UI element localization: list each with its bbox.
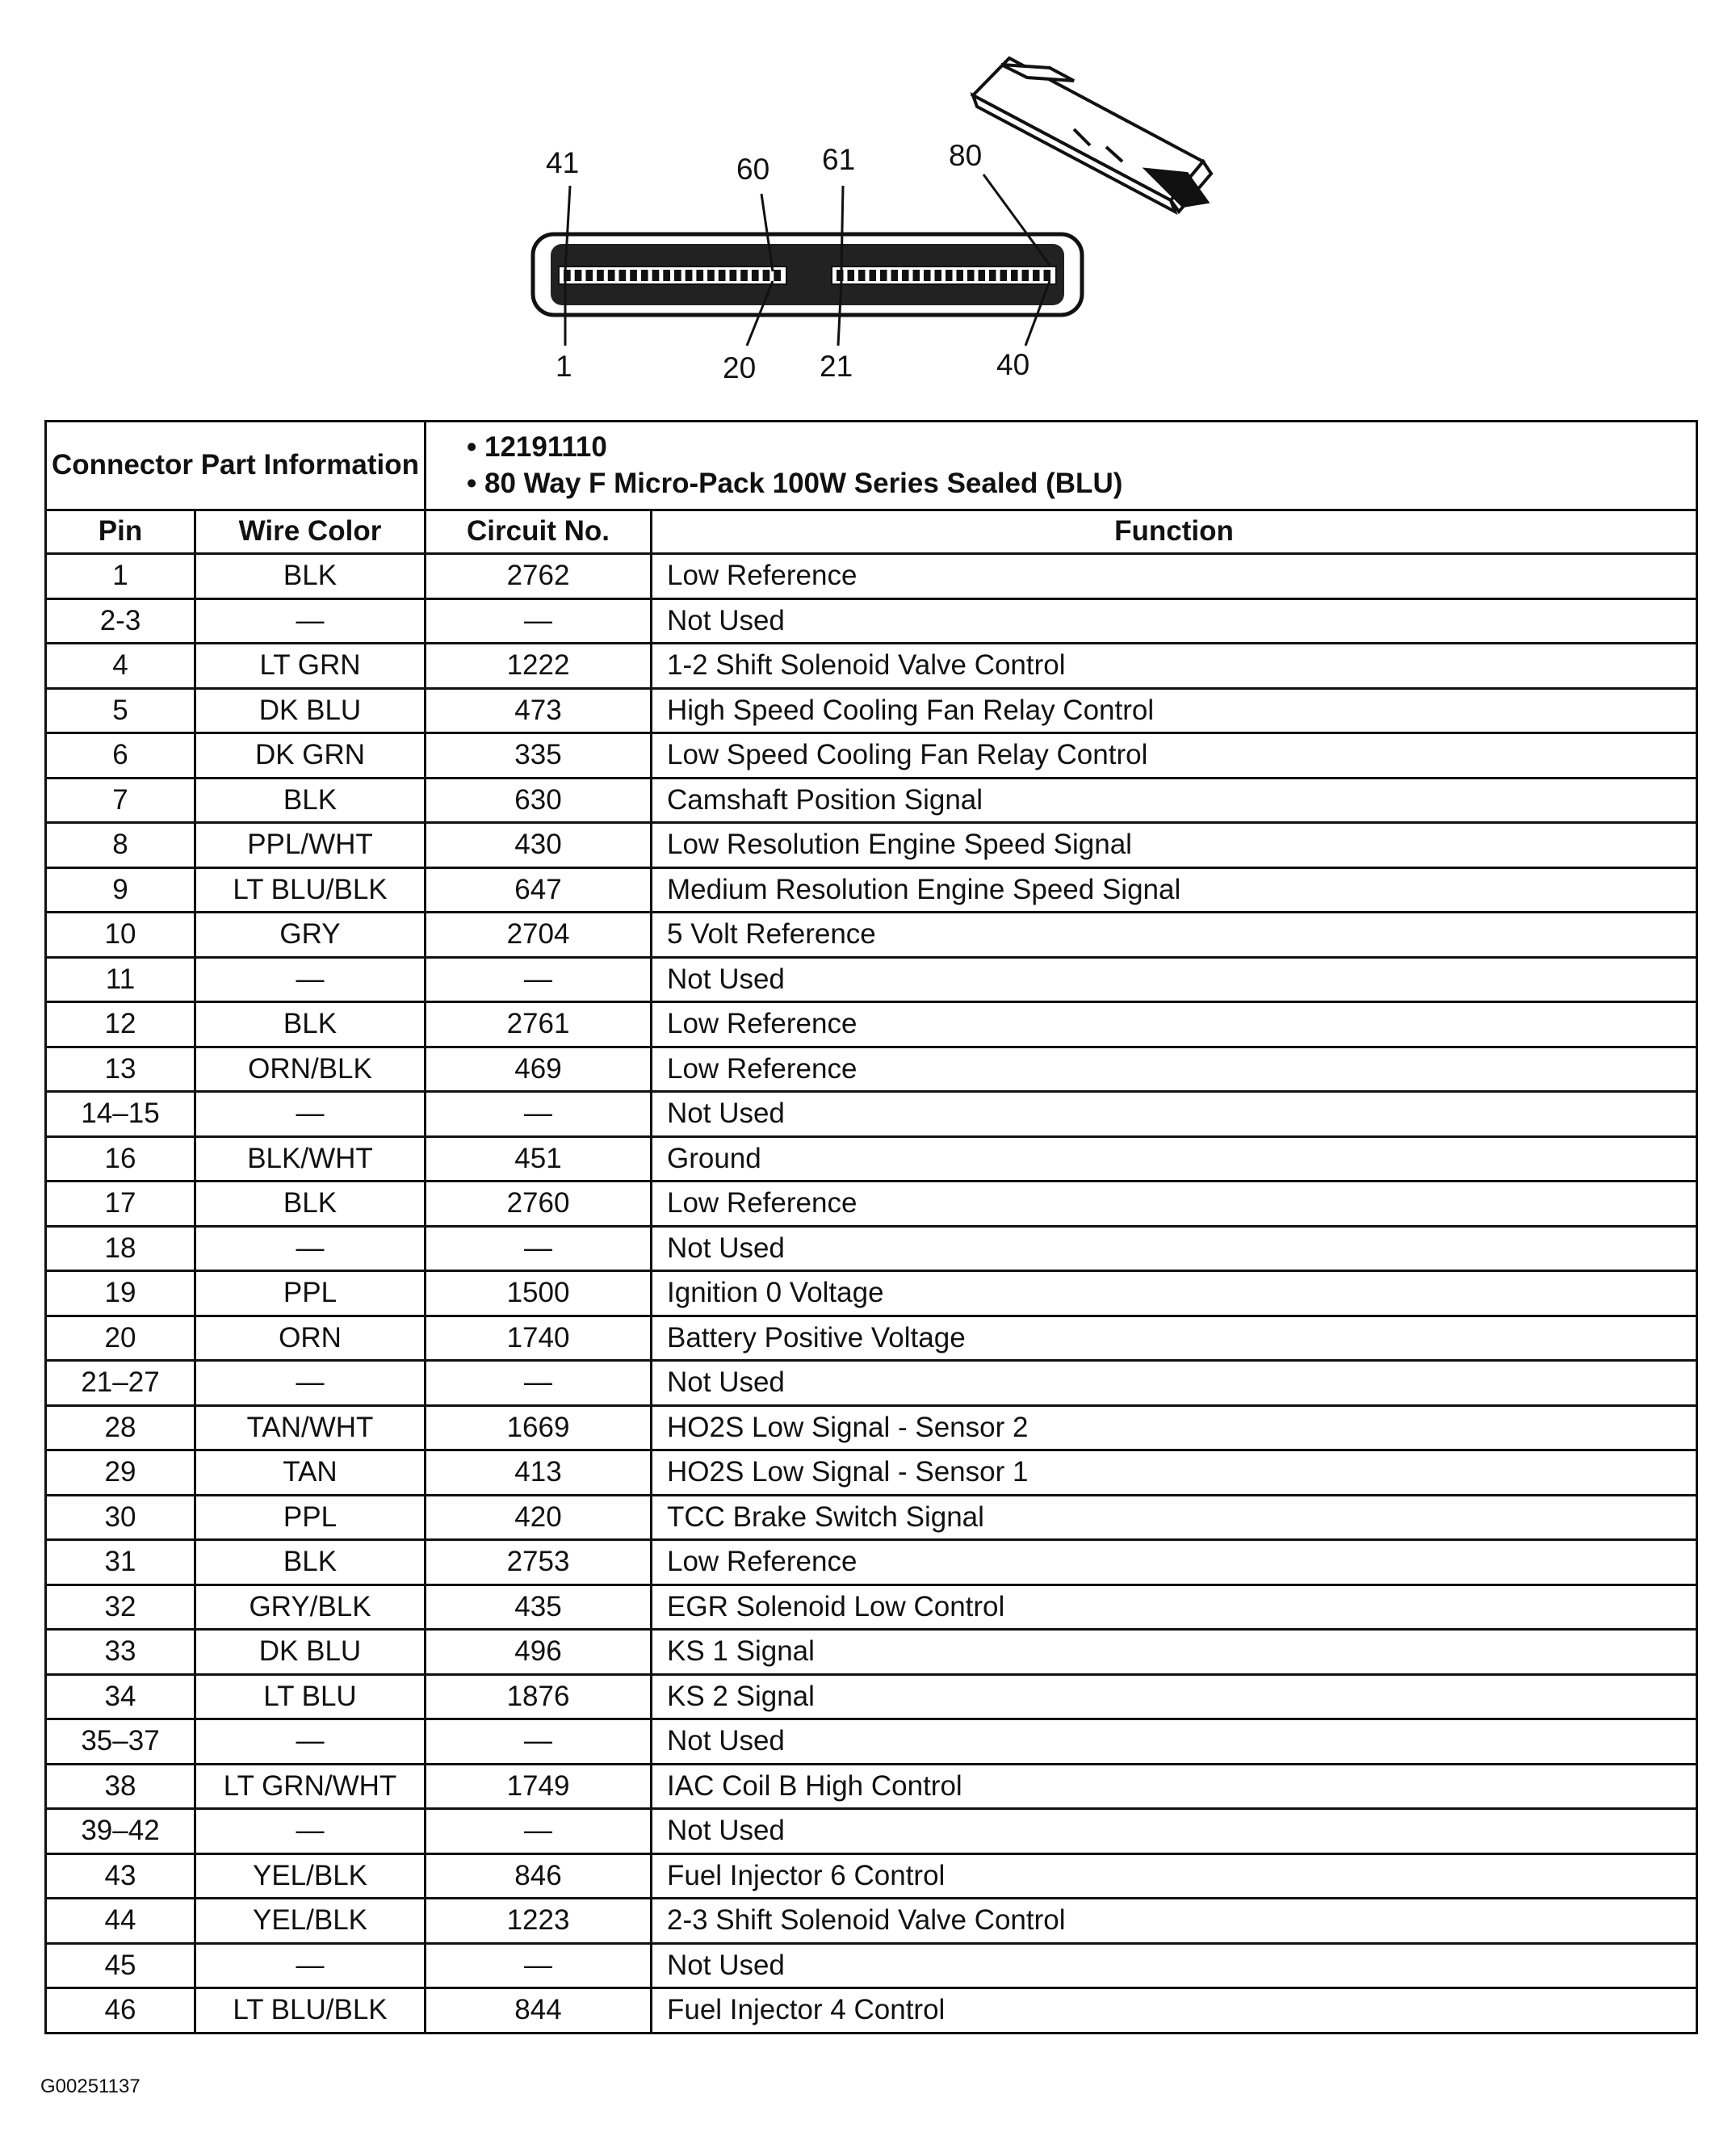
function-cell: High Speed Cooling Fan Relay Control (652, 688, 1697, 733)
pin-cell: 1 (46, 554, 195, 599)
circuit-cell: — (426, 957, 652, 1002)
wire-color-cell: GRY/BLK (195, 1584, 426, 1630)
wire-color-cell: — (195, 1809, 426, 1854)
pin-label-41: 41 (546, 146, 580, 179)
connector-pin-slot (891, 270, 899, 281)
wire-color-cell: BLK (195, 1540, 426, 1585)
connector-pin-slot (652, 270, 660, 281)
circuit-cell: 846 (426, 1853, 652, 1899)
pin-label-61: 61 (822, 143, 856, 176)
function-cell: Low Resolution Engine Speed Signal (652, 823, 1697, 868)
table-row (46, 957, 1697, 1002)
wire-color-cell: BLK (195, 1182, 426, 1227)
function-cell: 1-2 Shift Solenoid Valve Control (652, 644, 1697, 689)
connector-part-label: Connector Part Information (46, 422, 426, 510)
connector-pin-slot (686, 270, 693, 281)
pin-cell: 11 (46, 957, 195, 1002)
pin-cell: 21–27 (46, 1361, 195, 1406)
pin-cell: 2-3 (46, 598, 195, 644)
function-cell: Not Used (652, 598, 1697, 644)
connector-info-row (46, 422, 1697, 510)
connector-diagram (0, 0, 1736, 404)
circuit-cell: — (426, 598, 652, 644)
wire-color-cell: — (195, 1719, 426, 1765)
connector-pin-slot (564, 270, 571, 281)
pin-label-60: 60 (736, 153, 770, 186)
connector-pin-slot (763, 270, 770, 281)
table-row (46, 778, 1697, 823)
pin-cell: 44 (46, 1899, 195, 1944)
circuit-cell: 1223 (426, 1899, 652, 1944)
circuit-cell: 451 (426, 1136, 652, 1182)
function-cell: 5 Volt Reference (652, 913, 1697, 958)
function-cell: EGR Solenoid Low Control (652, 1584, 1697, 1630)
part-number: • 12191110 (467, 431, 607, 463)
pin-cell: 9 (46, 867, 195, 913)
function-cell: Not Used (652, 1719, 1697, 1765)
table-row (46, 1092, 1697, 1137)
wire-color-cell: BLK (195, 778, 426, 823)
connector-pin-slot (752, 270, 759, 281)
table-row (46, 1182, 1697, 1227)
connector-pin-slot (979, 270, 986, 281)
circuit-cell: 630 (426, 778, 652, 823)
connector-pin-slot (957, 270, 964, 281)
connector-pin-slot (1022, 270, 1029, 281)
wire-color-cell: DK GRN (195, 733, 426, 779)
pin-cell: 34 (46, 1674, 195, 1719)
connector-pin-slot (719, 270, 726, 281)
circuit-cell: 430 (426, 823, 652, 868)
function-cell: Low Reference (652, 1540, 1697, 1585)
function-cell: Ignition 0 Voltage (652, 1271, 1697, 1316)
wire-color-cell: — (195, 1226, 426, 1271)
circuit-cell: — (426, 1719, 652, 1765)
circuit-cell: 420 (426, 1495, 652, 1540)
circuit-cell: 496 (426, 1630, 652, 1675)
connector-pin-slot (924, 270, 931, 281)
table-row (46, 1361, 1697, 1406)
connector-pin-slot (585, 270, 593, 281)
connector-pin-slot (913, 270, 920, 281)
wire-color-cell: YEL/BLK (195, 1853, 426, 1899)
circuit-cell: — (426, 1361, 652, 1406)
pin-cell: 7 (46, 778, 195, 823)
pin-cell: 38 (46, 1764, 195, 1809)
pin-cell: 31 (46, 1540, 195, 1585)
wire-color-cell: — (195, 1943, 426, 1988)
circuit-cell: 1500 (426, 1271, 652, 1316)
function-cell: Not Used (652, 1361, 1697, 1406)
pin-cell: 32 (46, 1584, 195, 1630)
function-cell: TCC Brake Switch Signal (652, 1495, 1697, 1540)
wire-color-cell: BLK (195, 1002, 426, 1047)
table-row (46, 1719, 1697, 1765)
connector-pin-slot (967, 270, 975, 281)
function-cell: Not Used (652, 957, 1697, 1002)
pin-cell: 43 (46, 1853, 195, 1899)
circuit-cell: 473 (426, 688, 652, 733)
function-cell: Low Reference (652, 554, 1697, 599)
connector-perspective-view (973, 58, 1211, 212)
connector-pin-slot (619, 270, 627, 281)
connector-pin-slot (1011, 270, 1018, 281)
connector-pin-slot (608, 270, 615, 281)
wire-color-cell: LT BLU/BLK (195, 867, 426, 913)
table-row (46, 913, 1697, 958)
wire-color-cell: GRY (195, 913, 426, 958)
connector-pin-slot (674, 270, 681, 281)
pin-cell: 20 (46, 1316, 195, 1361)
table-row (46, 823, 1697, 868)
wire-color-cell: PPL (195, 1495, 426, 1540)
pin-cell: 46 (46, 1988, 195, 2034)
connector-pin-slot (1044, 270, 1051, 281)
circuit-cell: 647 (426, 867, 652, 913)
function-cell: Ground (652, 1136, 1697, 1182)
function-cell: Not Used (652, 1809, 1697, 1854)
table-row (46, 1540, 1697, 1585)
function-cell: Camshaft Position Signal (652, 778, 1697, 823)
connector-part-info (426, 422, 1697, 510)
table-row (46, 1271, 1697, 1316)
table-row (46, 1988, 1697, 2034)
table-row (46, 644, 1697, 689)
function-cell: Low Reference (652, 1047, 1697, 1092)
connector-pin-slot (641, 270, 648, 281)
pin-cell: 12 (46, 1002, 195, 1047)
connector-pin-slot (663, 270, 670, 281)
connector-pin-slot (837, 270, 844, 281)
connector-pin-slot (858, 270, 866, 281)
wire-color-cell: ORN/BLK (195, 1047, 426, 1092)
function-cell: Medium Resolution Engine Speed Signal (652, 867, 1697, 913)
circuit-cell: 2761 (426, 1002, 652, 1047)
circuit-cell: 2753 (426, 1540, 652, 1585)
header-function: Function (652, 510, 1697, 554)
wire-color-cell: LT GRN (195, 644, 426, 689)
connector-pin-slot (630, 270, 637, 281)
pin-cell: 6 (46, 733, 195, 779)
wire-color-cell: LT GRN/WHT (195, 1764, 426, 1809)
pin-cell: 10 (46, 913, 195, 958)
pinout-table (44, 420, 1698, 2034)
pin-cell: 33 (46, 1630, 195, 1675)
table-row (46, 1674, 1697, 1719)
connector-pin-slot (730, 270, 737, 281)
wire-color-cell: PPL/WHT (195, 823, 426, 868)
figure-code: G00251137 (40, 2076, 140, 2097)
circuit-cell: 2760 (426, 1182, 652, 1227)
circuit-cell: 469 (426, 1047, 652, 1092)
table-row (46, 1943, 1697, 1988)
connector-pin-slot (1033, 270, 1040, 281)
pin-label-21: 21 (820, 350, 853, 383)
circuit-cell: 844 (426, 1988, 652, 2034)
wire-color-cell: — (195, 598, 426, 644)
function-cell: KS 1 Signal (652, 1630, 1697, 1675)
circuit-cell: 2762 (426, 554, 652, 599)
connector-pin-slot (707, 270, 715, 281)
table-row (46, 1316, 1697, 1361)
wire-color-cell: — (195, 1092, 426, 1137)
table-row (46, 1809, 1697, 1854)
connector-pin-slot (870, 270, 877, 281)
function-cell: Fuel Injector 4 Control (652, 1988, 1697, 2034)
table-row (46, 1002, 1697, 1047)
wire-color-cell: — (195, 1361, 426, 1406)
pin-cell: 45 (46, 1943, 195, 1988)
table-row (46, 1226, 1697, 1271)
wire-color-cell: BLK (195, 554, 426, 599)
header-wire-color: Wire Color (195, 510, 426, 554)
circuit-cell: 1740 (426, 1316, 652, 1361)
function-cell: Battery Positive Voltage (652, 1316, 1697, 1361)
table-row (46, 1450, 1697, 1496)
table-header-row (46, 510, 1697, 554)
pin-cell: 39–42 (46, 1809, 195, 1854)
pin-cell: 13 (46, 1047, 195, 1092)
connector-pin-slot (946, 270, 953, 281)
wire-color-cell: TAN/WHT (195, 1405, 426, 1450)
table-row (46, 733, 1697, 779)
pin-cell: 5 (46, 688, 195, 733)
wire-color-cell: TAN (195, 1450, 426, 1496)
pin-cell: 28 (46, 1405, 195, 1450)
connector-pin-slot (696, 270, 703, 281)
table-row (46, 1584, 1697, 1630)
pin-label-1: 1 (556, 350, 572, 383)
connector-pin-slot (880, 270, 887, 281)
wire-color-cell: YEL/BLK (195, 1899, 426, 1944)
circuit-cell: 1876 (426, 1674, 652, 1719)
connector-front-view (533, 234, 1082, 315)
wire-color-cell: LT BLU (195, 1674, 426, 1719)
connector-pin-slot (989, 270, 996, 281)
function-cell: Low Reference (652, 1002, 1697, 1047)
connector-pin-slot (774, 270, 781, 281)
pin-cell: 14–15 (46, 1092, 195, 1137)
function-cell: Low Speed Cooling Fan Relay Control (652, 733, 1697, 779)
connector-pin-slot (1000, 270, 1008, 281)
wire-color-cell: BLK/WHT (195, 1136, 426, 1182)
header-pin: Pin (46, 510, 195, 554)
pin-label-20: 20 (723, 351, 757, 384)
table-row (46, 1495, 1697, 1540)
circuit-cell: — (426, 1809, 652, 1854)
wire-color-cell: ORN (195, 1316, 426, 1361)
connector-pin-slot (597, 270, 604, 281)
pin-cell: 29 (46, 1450, 195, 1496)
connector-pin-slot (740, 270, 748, 281)
connector-pin-slot (902, 270, 909, 281)
table-row (46, 1764, 1697, 1809)
circuit-cell: — (426, 1943, 652, 1988)
pin-cell: 16 (46, 1136, 195, 1182)
function-cell: Low Reference (652, 1182, 1697, 1227)
table-row (46, 598, 1697, 644)
pin-cell: 17 (46, 1182, 195, 1227)
connector-pin-slot (848, 270, 855, 281)
pin-label-40: 40 (996, 348, 1030, 381)
connector-pin-slot (935, 270, 942, 281)
table-row (46, 1853, 1697, 1899)
circuit-cell: 413 (426, 1450, 652, 1496)
table-row (46, 688, 1697, 733)
header-circuit-no: Circuit No. (426, 510, 652, 554)
wire-color-cell: PPL (195, 1271, 426, 1316)
table-row (46, 1630, 1697, 1675)
function-cell: IAC Coil B High Control (652, 1764, 1697, 1809)
function-cell: Not Used (652, 1092, 1697, 1137)
table-row (46, 1899, 1697, 1944)
part-description: • 80 Way F Micro-Pack 100W Series Sealed (BLU) (467, 467, 1123, 499)
circuit-cell: 1222 (426, 644, 652, 689)
function-cell: HO2S Low Signal - Sensor 2 (652, 1405, 1697, 1450)
wire-color-cell: DK BLU (195, 1630, 426, 1675)
pin-cell: 19 (46, 1271, 195, 1316)
wire-color-cell: LT BLU/BLK (195, 1988, 426, 2034)
pin-label-80: 80 (949, 139, 983, 172)
circuit-cell: 1749 (426, 1764, 652, 1809)
pin-cell: 35–37 (46, 1719, 195, 1765)
wire-color-cell: DK BLU (195, 688, 426, 733)
function-cell: HO2S Low Signal - Sensor 1 (652, 1450, 1697, 1496)
function-cell: KS 2 Signal (652, 1674, 1697, 1719)
table-row (46, 554, 1697, 599)
connector-pin-slot (575, 270, 582, 281)
table-row (46, 1047, 1697, 1092)
circuit-cell: 1669 (426, 1405, 652, 1450)
circuit-cell: 335 (426, 733, 652, 779)
pin-cell: 30 (46, 1495, 195, 1540)
circuit-cell: — (426, 1226, 652, 1271)
pin-cell: 8 (46, 823, 195, 868)
pin-cell: 18 (46, 1226, 195, 1271)
function-cell: 2-3 Shift Solenoid Valve Control (652, 1899, 1697, 1944)
circuit-cell: 2704 (426, 913, 652, 958)
function-cell: Not Used (652, 1943, 1697, 1988)
table-row (46, 1136, 1697, 1182)
circuit-cell: 435 (426, 1584, 652, 1630)
circuit-cell: — (426, 1092, 652, 1137)
table-row (46, 867, 1697, 913)
table-row (46, 1405, 1697, 1450)
function-cell: Fuel Injector 6 Control (652, 1853, 1697, 1899)
function-cell: Not Used (652, 1226, 1697, 1271)
wire-color-cell: — (195, 957, 426, 1002)
pin-cell: 4 (46, 644, 195, 689)
